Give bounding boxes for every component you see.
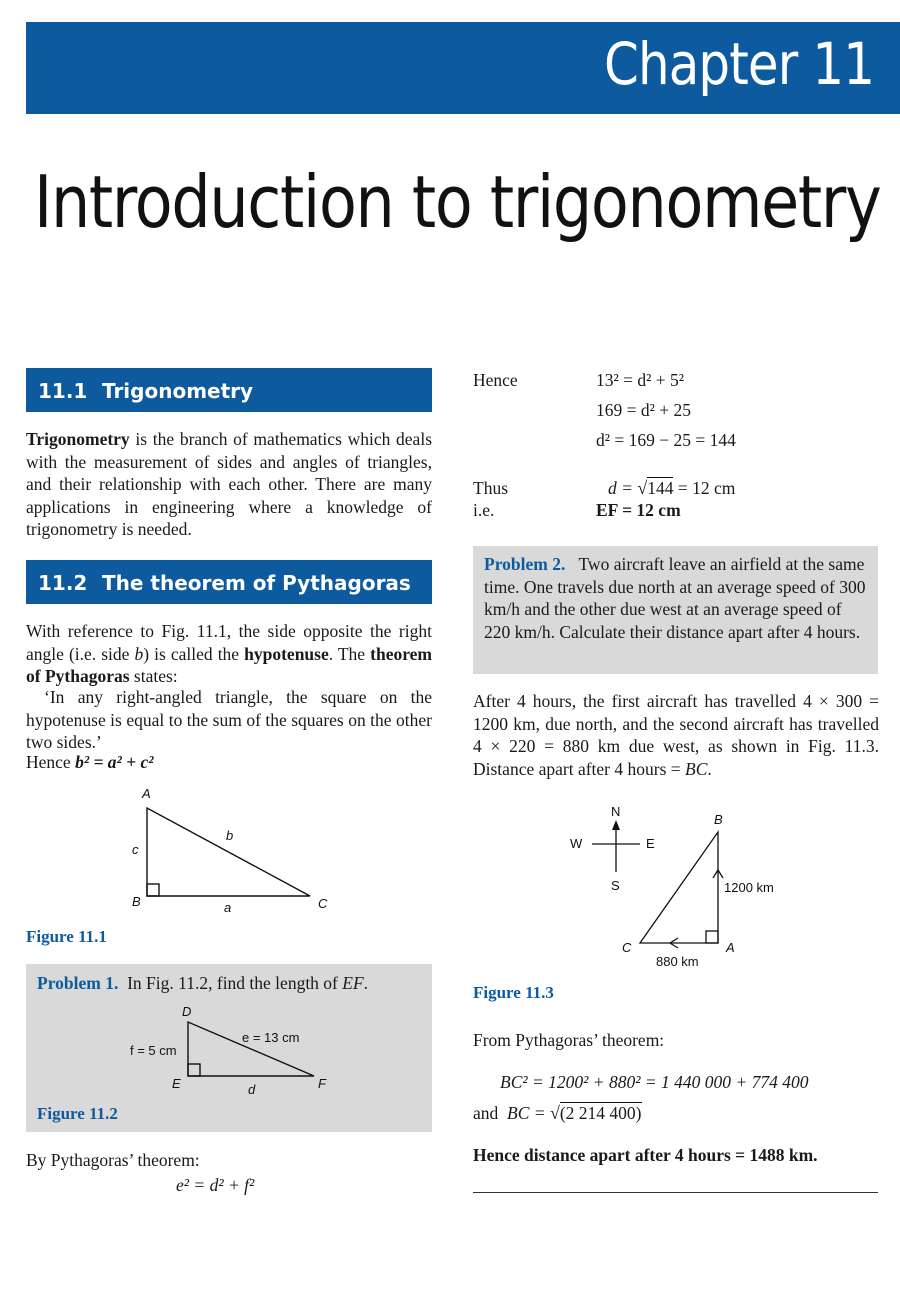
end-divider <box>473 1192 878 1193</box>
vertex-a: A <box>142 786 151 801</box>
figure-11-3-caption: Figure 11.3 <box>473 983 554 1002</box>
vertex-b: B <box>714 812 723 827</box>
ie-label: i.e. <box>473 500 495 520</box>
hence-label: Hence <box>473 370 518 390</box>
figure-11-3-diagram <box>560 800 800 975</box>
section-11-2-header <box>26 560 432 604</box>
equation-d-squared: d² = 169 − 25 = 144 <box>596 430 736 450</box>
equation-ef-result: EF = 12 cm <box>596 500 681 520</box>
vertex-a: A <box>726 940 735 955</box>
vertex-c: C <box>622 940 632 955</box>
right-angle-marker <box>188 1064 200 1076</box>
side-c: c <box>132 842 139 857</box>
vertex-e: E <box>172 1076 181 1091</box>
right-angle-marker <box>706 931 718 943</box>
equation-169: 169 = d² + 25 <box>596 400 691 420</box>
compass-e: E <box>646 836 655 851</box>
side-f-label: f = 5 cm <box>130 1043 177 1058</box>
compass-w: W <box>570 836 583 851</box>
trigonometry-definition: Trigonometry is the branch of mathematics which deals with the measurement of sides and angles of triangles, and their relationship with each other. There are many applications in engineering where a knowledge of trigonometry is needed. <box>26 429 432 539</box>
problem-1-statement: Problem 1. In Fig. 11.2, find the length of EF. <box>37 973 369 993</box>
vertex-d: D <box>182 1004 192 1019</box>
equation-e-squared: e² = d² + f² <box>176 1175 255 1195</box>
side-e-label: e = 13 cm <box>242 1030 300 1045</box>
thus-label: Thus <box>473 478 508 498</box>
section-11-1-header <box>26 368 432 412</box>
north-distance-label: 1200 km <box>724 880 774 895</box>
figure-11-2-diagram <box>120 1000 340 1100</box>
equation-13-squared: 13² = d² + 5² <box>596 370 684 390</box>
section-title: Trigonometry <box>102 379 254 403</box>
right-triangle <box>147 808 310 896</box>
side-d: d <box>248 1082 256 1097</box>
problem-2-statement: Problem 2. Two aircraft leave an airfield at the same time. One travels due north at an average speed of 300 km/h and the other due west at an average speed of 220 km/h. Calculate their distance apart after 4 hours. <box>484 554 866 642</box>
chapter-title: Introduction to trigonometry <box>34 160 881 244</box>
equation-bc-squared: BC² = 1200² + 880² = 1 440 000 + 774 400 <box>500 1072 809 1092</box>
final-answer: Hence distance apart after 4 hours = 1488 km. <box>473 1145 818 1165</box>
right-angle-marker <box>147 884 159 896</box>
compass-s: S <box>611 878 620 893</box>
figure-11-1-diagram <box>110 780 350 920</box>
solution-2-intro: From Pythagoras’ theorem: <box>473 1030 665 1050</box>
figure-11-2-caption: Figure 11.2 <box>37 1104 118 1123</box>
compass-north-arrow <box>612 820 620 830</box>
side-a: a <box>224 900 232 915</box>
equation-d-value: d = √144 = 12 cm <box>608 478 736 498</box>
section-number: 11.1 <box>38 379 88 403</box>
west-distance-label: 880 km <box>656 954 699 969</box>
compass-n: N <box>611 804 621 819</box>
solution-1-intro: By Pythagoras’ theorem: <box>26 1150 200 1170</box>
chapter-number: Chapter 11 <box>603 30 874 98</box>
pythagoras-quote: ‘In any right-angled triangle, the square on the hypotenuse is equal to the sum of the squares on the other two sides.’ <box>26 687 432 752</box>
vertex-b: B <box>132 894 141 909</box>
section-number: 11.2 <box>38 571 88 595</box>
side-b: b <box>226 828 234 843</box>
pythagoras-intro: With reference to Fig. 11.1, the side opposite the right angle (i.e. side b) is called the hypotenuse. The theorem of Pythagoras states: <box>26 621 433 686</box>
solution-2-text: After 4 hours, the first aircraft has travelled 4 × 300 = 1200 km, due north, and the second aircraft has travelled 4 × 220 = 880 km due west, as shown in Fig. 11.3. Distance apart after 4 hours = BC. <box>473 691 879 779</box>
figure-11-1-caption: Figure 11.1 <box>26 927 107 946</box>
vertex-c: C <box>318 896 328 911</box>
pythagoras-formula: Hence b² = a² + c² <box>26 752 154 772</box>
section-title: The theorem of Pythagoras <box>102 571 411 595</box>
vertex-f: F <box>318 1076 326 1091</box>
equation-bc-root: and BC = √(2 214 400) <box>473 1103 642 1123</box>
